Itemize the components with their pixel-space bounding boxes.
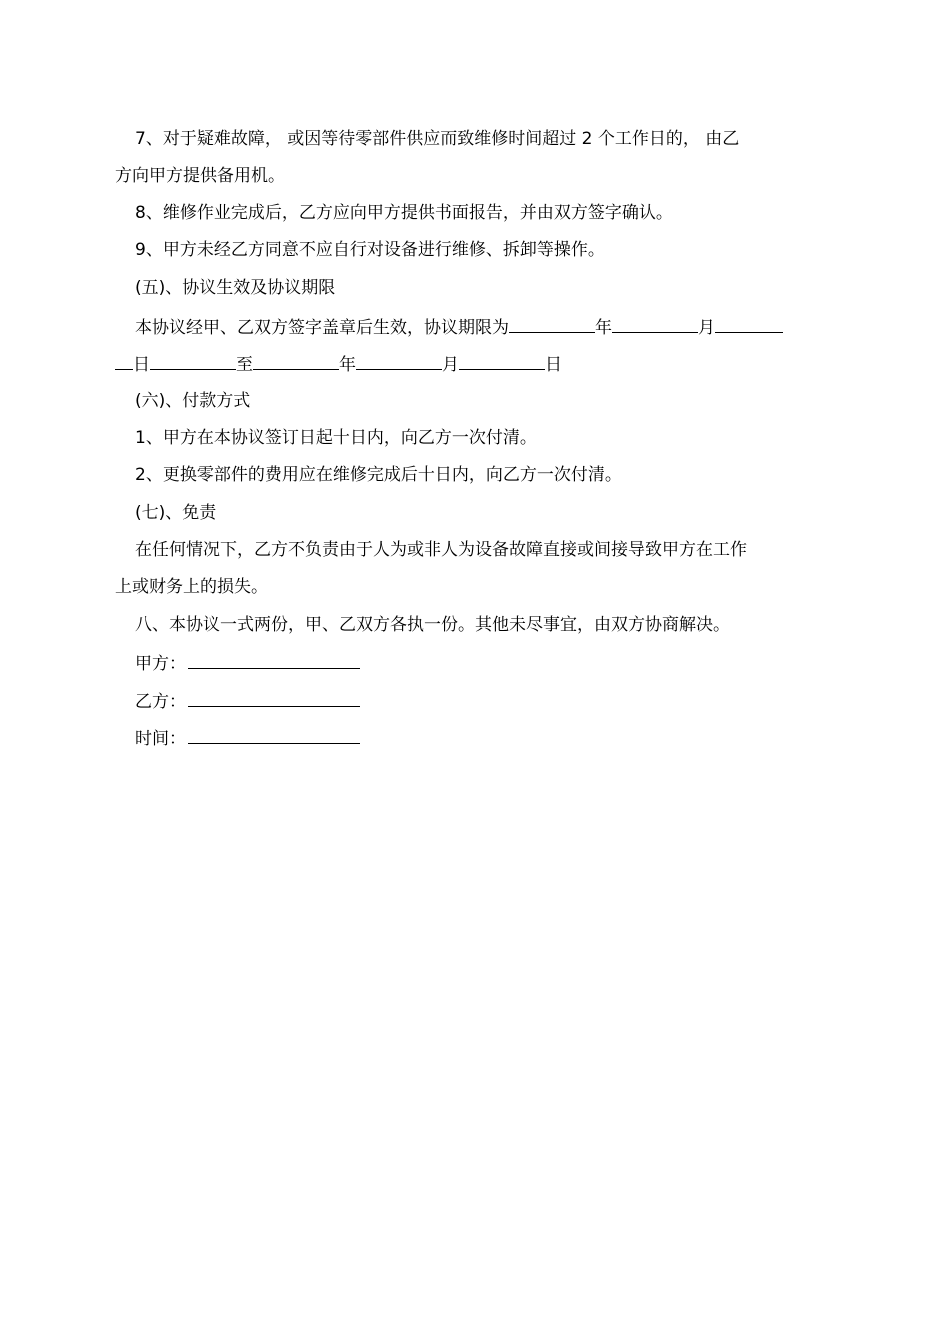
item-8: 8、维修作业完成后，乙方应向甲方提供书面报告，并由双方签字确认。 xyxy=(135,203,673,223)
day-label-start: 日 xyxy=(133,355,150,375)
month-blank-end xyxy=(356,352,442,370)
section-5-term-line-2 xyxy=(115,352,845,376)
month-label-end: 月 xyxy=(442,355,459,375)
year-blank-end xyxy=(253,352,339,370)
party-a-signature-line[interactable] xyxy=(188,651,360,669)
date-label: 时间： xyxy=(135,729,186,749)
party-b-signature-line[interactable] xyxy=(188,689,360,707)
date-signature-line[interactable] xyxy=(188,726,360,744)
section-6-item-1: 1、甲方在本协议签订日起十日内，向乙方一次付清。 xyxy=(135,428,537,448)
day-blank-start-a xyxy=(715,315,783,333)
day-blank-end xyxy=(459,352,545,370)
section-7-line-2: 上或财务上的损失。 xyxy=(115,577,268,597)
party-b-label: 乙方： xyxy=(135,692,186,712)
day-label-end: 日 xyxy=(545,355,562,375)
year-blank-start xyxy=(509,315,595,333)
day-blank-start-b xyxy=(115,352,133,370)
section-7-heading: (七)、免责 xyxy=(135,503,217,523)
signature-party-b xyxy=(135,689,865,713)
month-blank-start xyxy=(612,315,698,333)
month-label-start: 月 xyxy=(698,318,715,338)
party-a-label: 甲方： xyxy=(135,654,186,674)
year-label-end: 年 xyxy=(339,355,356,375)
year-label-start: 年 xyxy=(595,318,612,338)
item-9: 9、甲方未经乙方同意不应自行对设备进行维修、拆卸等操作。 xyxy=(135,240,605,260)
signature-date xyxy=(135,726,865,750)
start-to-blank xyxy=(150,352,236,370)
section-5-heading: (五)、协议生效及协议期限 xyxy=(135,278,336,298)
section-7-line-1: 在任何情况下，乙方不负责由于人为或非人为设备故障直接或间接导致甲方在工作 xyxy=(135,540,747,560)
item-7-line-2: 方向甲方提供备用机。 xyxy=(115,166,285,186)
section-6-item-2: 2、更换零部件的费用应在维修完成后十日内，向乙方一次付清。 xyxy=(135,465,622,485)
section-5-term-line-1 xyxy=(135,315,865,339)
signature-party-a xyxy=(135,651,865,675)
section-8-text: 八、本协议一式两份，甲、乙双方各执一份。其他未尽事宜，由双方协商解决。 xyxy=(135,615,730,635)
item-7-line-1: 7、对于疑难故障， 或因等待零部件供应而致维修时间超过 2 个工作日的， 由乙 xyxy=(135,129,740,149)
to-label: 至 xyxy=(236,355,253,375)
section-6-heading: (六)、付款方式 xyxy=(135,391,251,411)
section-5-term-text: 本协议经甲、乙双方签字盖章后生效，协议期限为 xyxy=(135,318,509,338)
